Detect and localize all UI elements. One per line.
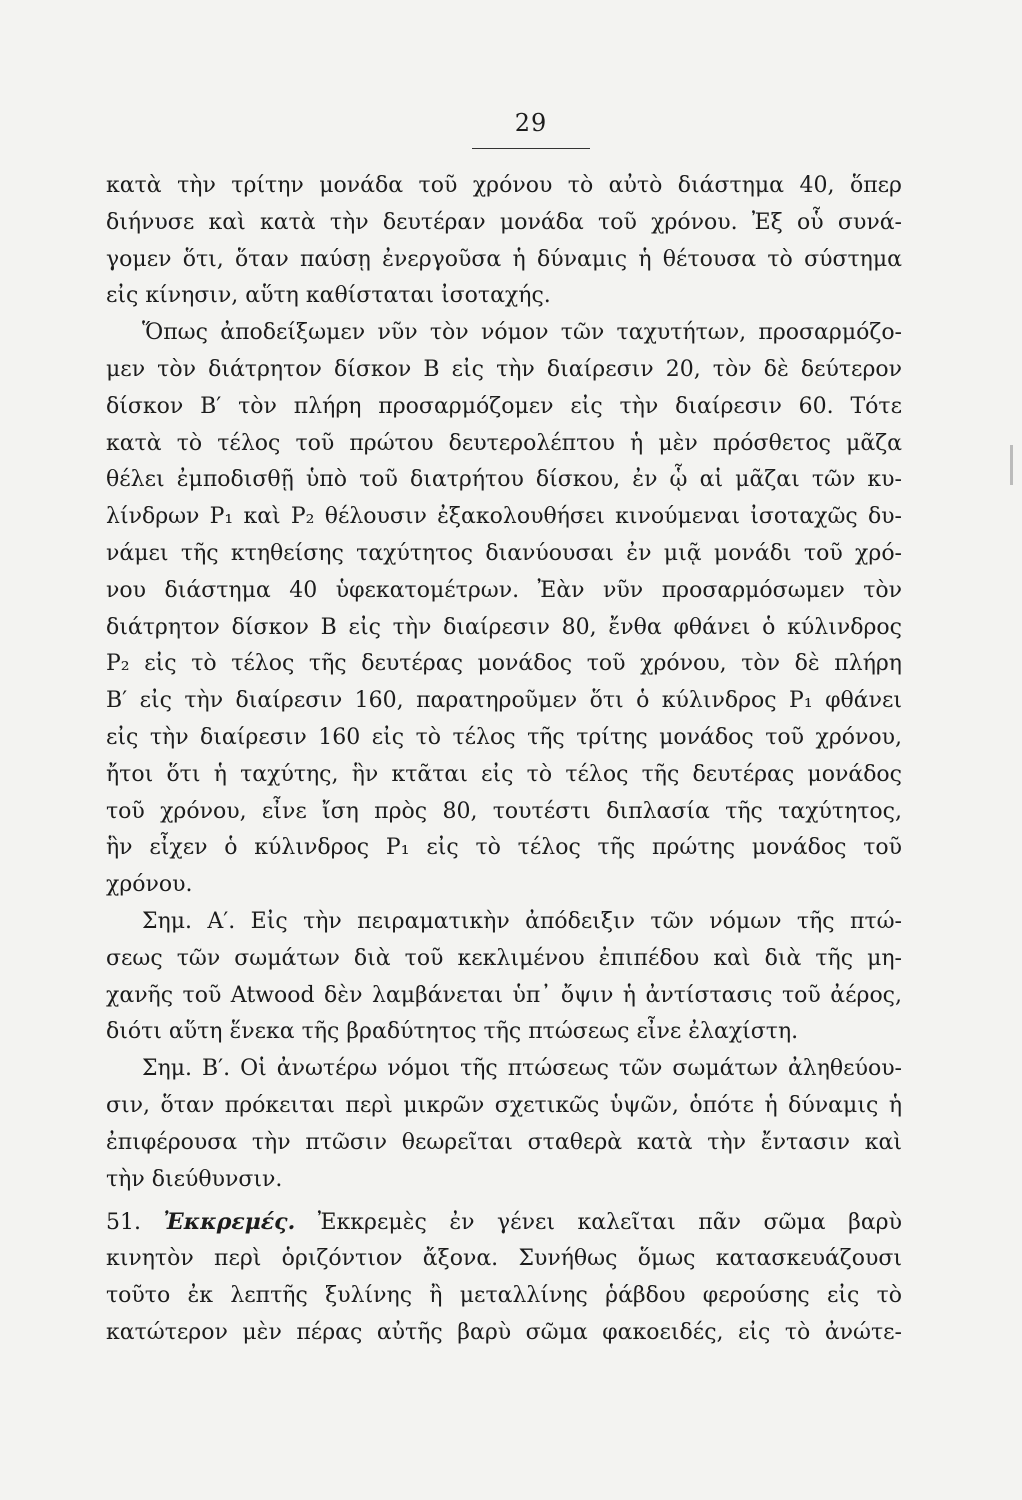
text-line: σιν, ὅταν πρόκειται περὶ μικρῶν σχετικῶς ὑψῶν, ὁπότε ἡ δύναμις ἡ <box>106 1092 902 1118</box>
text-line: μεν τὸν διάτρητον δίσκον B εἰς τὴν διαίρεσιν 20, τὸν δὲ δεύτερον <box>106 356 902 382</box>
text-line: P₂ εἰς τὸ τέλος τῆς δευτέρας μονάδος τοῦ χρόνου, τὸν δὲ πλήρη <box>106 651 902 677</box>
text-line: εἰς κίνησιν, αὕτη καθίσταται ἰσοταχής. <box>106 283 551 309</box>
text-line: χρόνου. <box>106 872 193 898</box>
text-line: δίσκον B′ τὸν πλήρη προσαρμόζομεν εἰς τὴν διαίρεσιν 60. Τότε <box>106 393 902 419</box>
text-line: νου διάστημα 40 ὑφεκατομέτρων. Ἐὰν νῦν προσαρμόσωμεν τὸν <box>106 577 902 603</box>
text-line: θέλει ἐμποδισθῇ ὑπὸ τοῦ διατρήτου δίσκου, ἐν ᾧ αἱ μᾶζαι τῶν κυ- <box>106 467 902 493</box>
text-line: ἐπιφέρουσα τὴν πτῶσιν θεωρεῖται σταθερὰ κατὰ τὴν ἔντασιν καὶ <box>106 1129 902 1155</box>
text-line: κατὰ τὸ τέλος τοῦ πρώτου δευτερολέπτου ἡ μὲν πρόσθετος μᾶζα <box>106 430 902 456</box>
text-line: νάμει τῆς κτηθείσης ταχύτητος διανύουσαι ἐν μιᾷ μονάδι τοῦ χρό- <box>106 540 902 566</box>
text-line: τὴν διεύθυνσιν. <box>106 1166 283 1192</box>
text-line: σεως τῶν σωμάτων διὰ τοῦ κεκλιμένου ἐπιπέδου καὶ διὰ τῆς μη- <box>106 945 902 971</box>
page-edge-mark <box>1010 445 1013 485</box>
section-title: Ἐκκρεμές. <box>163 1209 296 1236</box>
text-line: χανῆς τοῦ Atwood δὲν λαμβάνεται ὑπ᾽ ὄψιν ἡ ἀντίστασις τοῦ ἀέρος, <box>106 982 902 1008</box>
text-line: εἰς τὴν διαίρεσιν 160 εἰς τὸ τέλος τῆς τρίτης μονάδος τοῦ χρόνου, <box>106 724 902 750</box>
page-header <box>472 108 590 149</box>
text-line: τοῦ χρόνου, εἶνε ἴση πρὸς 80, τουτέστι διπλασία τῆς ταχύτητος, <box>106 798 902 824</box>
text-line: διήνυσε καὶ κατὰ τὴν δευτέραν μονάδα τοῦ χρόνου. Ἐξ οὗ συνά- <box>106 209 902 235</box>
section-first-line: Ἐκκρεμὲς ἐν γένει καλεῖται πᾶν σῶμα βαρὺ <box>317 1210 902 1236</box>
page-number: 29 <box>514 109 548 137</box>
text-line: λίνδρων P₁ καὶ P₂ θέλουσιν ἐξακολουθήσει κινούμεναι ἰσοταχῶς δυ- <box>106 504 902 530</box>
text-line: τοῦτο ἐκ λεπτῆς ξυλίνης ἢ μεταλλίνης ῥάβδου φερούσης εἰς τὸ <box>106 1282 902 1308</box>
section-number: 51. <box>106 1210 141 1236</box>
text-line: διάτρητον δίσκον B εἰς τὴν διαίρεσιν 80, ἔνθα φθάνει ὁ κύλινδρος <box>106 614 902 640</box>
text-line: Σημ. Β′. Οἱ ἀνωτέρω νόμοι τῆς πτώσεως τῶν σωμάτων ἀληθεύου- <box>142 1056 902 1082</box>
text-line: Σημ. Α′. Εἰς τὴν πειραματικὴν ἀπόδειξιν τῶν νόμων τῆς πτώ- <box>142 908 902 934</box>
text-line: γομεν ὅτι, ὅταν παύσῃ ἐνεργοῦσα ἡ δύναμις ἡ θέτουσα τὸ σύστημα <box>106 246 902 272</box>
text-line: ἣν εἶχεν ὁ κύλινδρος P₁ εἰς τὸ τέλος τῆς πρώτης μονάδος τοῦ <box>106 835 902 861</box>
text-line: Ὅπως ἀποδείξωμεν νῦν τὸν νόμον τῶν ταχυτήτων, προσαρμόζο- <box>142 320 902 346</box>
section-heading-line <box>106 1204 902 1241</box>
text-line: B′ εἰς τὴν διαίρεσιν 160, παρατηροῦμεν ὅτι ὁ κύλινδρος P₁ φθάνει <box>106 688 902 714</box>
text-line: ἤτοι ὅτι ἡ ταχύτης, ἣν κτᾶται εἰς τὸ τέλος τῆς δευτέρας μονάδος <box>106 761 902 787</box>
text-line: κατὰ τὴν τρίτην μονάδα τοῦ χρόνου τὸ αὐτὸ διάστημα 40, ὅπερ <box>106 173 902 198</box>
header-rule <box>472 148 590 149</box>
text-line: κατώτερον μὲν πέρας αὐτῆς βαρὺ σῶμα φακοειδές, εἰς τὸ ἀνώτε- <box>106 1319 902 1345</box>
text-line: κινητὸν περὶ ὁριζόντιον ἄξονα. Συνήθως ὅμως κατασκευάζουσι <box>106 1246 902 1272</box>
text-line: διότι αὕτη ἕνεκα τῆς βραδύτητος τῆς πτώσεως εἶνε ἐλαχίστη. <box>106 1019 799 1045</box>
body-text <box>106 168 902 1352</box>
